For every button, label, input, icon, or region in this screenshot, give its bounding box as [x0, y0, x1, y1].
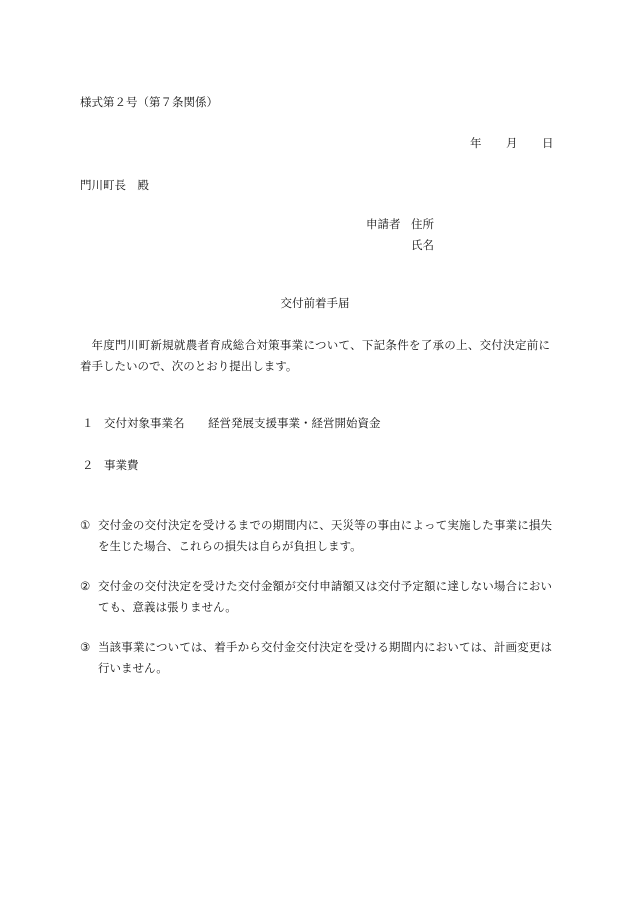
condition-mark: ② — [80, 579, 91, 593]
condition-mark: ① — [80, 518, 91, 532]
date-day-label: 日 — [542, 136, 554, 150]
date-line — [470, 138, 560, 152]
item-label: 事業費 — [104, 458, 139, 472]
condition-3 — [80, 637, 552, 679]
condition-mark: ③ — [80, 640, 91, 654]
condition-text: 交付金の交付決定を受けるまでの期間内に、天災等の事由によって実施した事業に損失を生じた場合、これらの損失は自らが負担します。 — [98, 518, 552, 553]
applicant-name-label: 氏名 — [411, 238, 434, 252]
condition-text: 当該事業については、着手から交付金交付決定を受ける期間内においては、計画変更は行いません。 — [98, 640, 552, 675]
item-number: １ — [82, 416, 94, 430]
date-year-label: 年 — [470, 136, 482, 150]
date-month-label: 月 — [506, 136, 518, 150]
item-label: 交付対象事業名 — [104, 416, 185, 430]
intro-paragraph: 年度門川町新規就農者育成総合対策事業について、下記条件を了承の上、交付決定前に着手したいので、次のとおり提出します。 — [80, 338, 550, 373]
condition-2 — [80, 576, 552, 618]
applicant-label: 申請者 — [366, 217, 401, 231]
document-title: 交付前着手届 — [280, 296, 350, 310]
condition-text: 交付金の交付決定を受けた交付金額が交付申請額又は交付予定額に達しない場合においても、意義は張りません。 — [98, 579, 552, 614]
applicant-address-label: 住所 — [411, 217, 434, 231]
item-project-cost — [82, 460, 282, 474]
item-project-name — [82, 418, 482, 432]
form-number: 様式第２号（第７条関係） — [80, 95, 218, 109]
item-number: ２ — [82, 458, 94, 472]
item-value: 経営発展支援事業・経営開始資金 — [208, 416, 381, 430]
condition-1 — [80, 515, 552, 557]
addressee: 門川町長 殿 — [80, 178, 149, 192]
